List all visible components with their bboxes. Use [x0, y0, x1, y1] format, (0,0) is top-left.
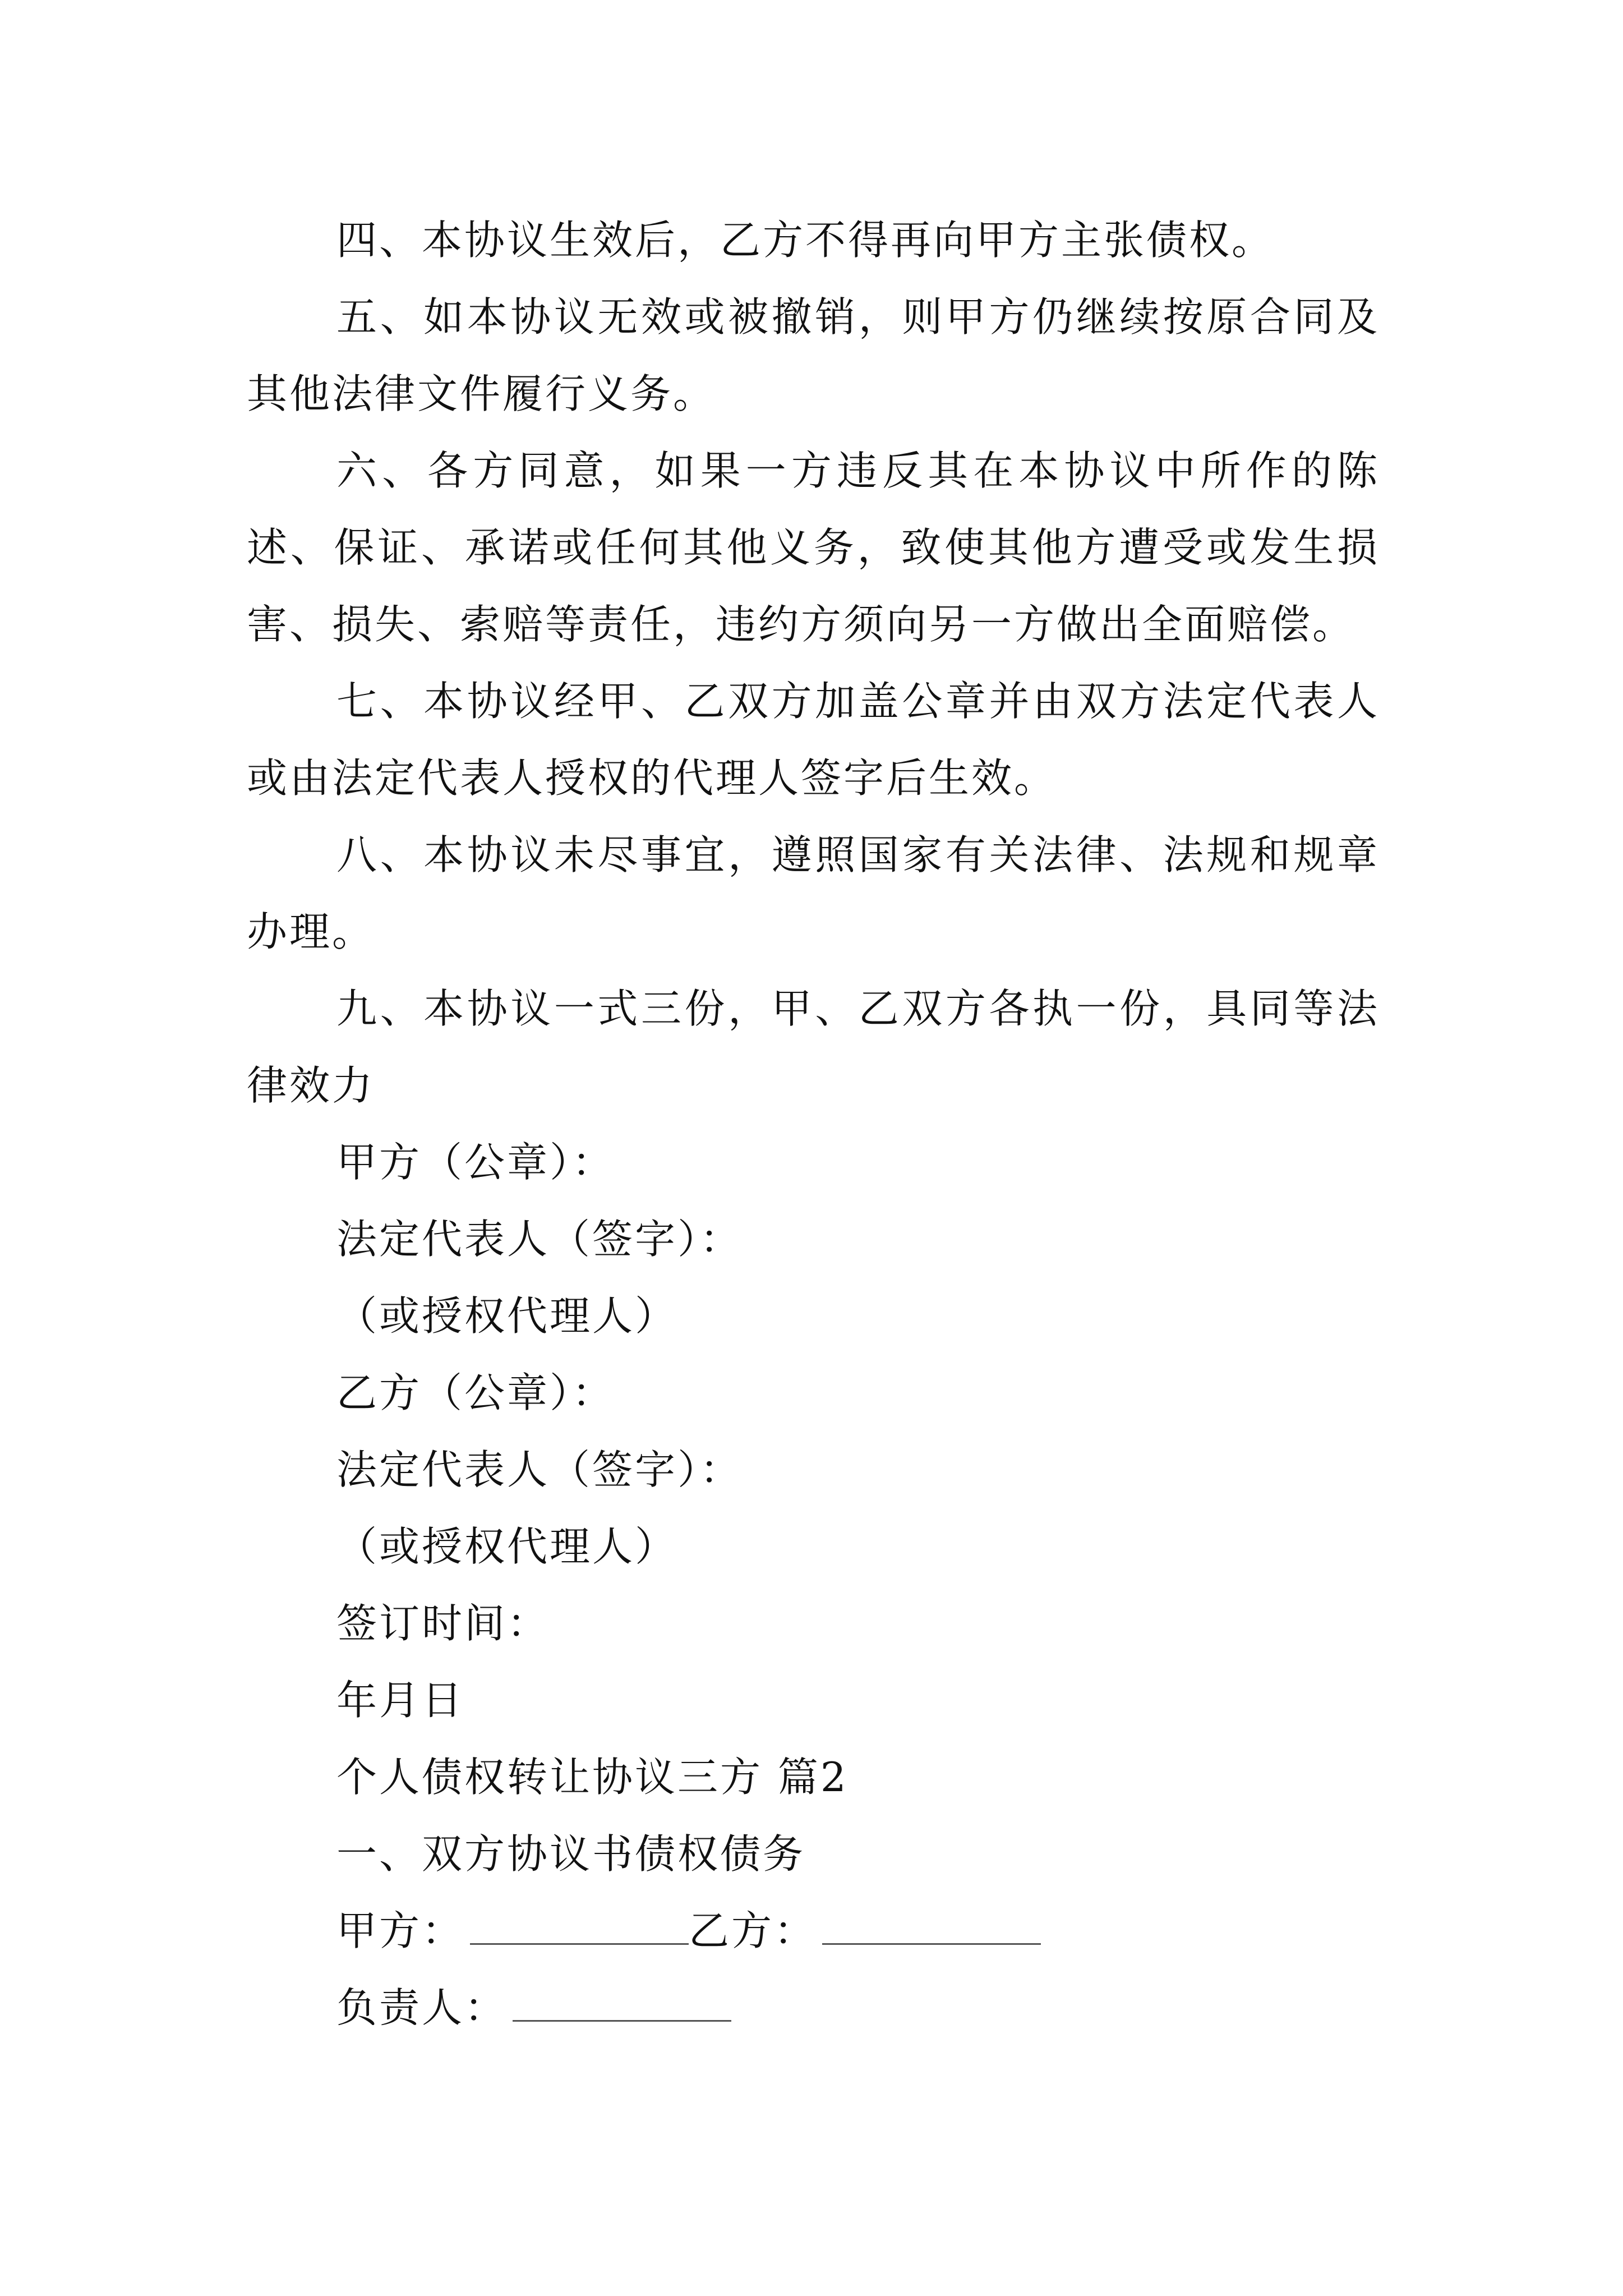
party-a-seal-line: 甲方（公章）：: [336, 1139, 615, 1186]
signing-time-line: 签订时间：: [336, 1600, 550, 1647]
clause-4: 四、本协议生效后，乙方不得再向甲方主张债权。: [336, 217, 1275, 264]
party-a-label: 甲方：: [336, 1907, 465, 1954]
responsible-label: 负责人：: [336, 1984, 508, 2031]
party-a-representative-line: 法定代表人（签字）：: [336, 1216, 743, 1263]
section-subtitle: 一、双方协议书债权债务: [336, 1830, 806, 1878]
responsible-blank[interactable]: [513, 1989, 731, 2022]
document-body: [247, 202, 1380, 2046]
section-title: 个人债权转让协议三方 篇2: [336, 1754, 849, 1801]
clause-9: 九、本协议一式三份，甲、乙双方各执一份，具同等法律效力: [247, 985, 1380, 1109]
party-b-blank[interactable]: [822, 1912, 1041, 1945]
clause-6: 六、各方同意，如果一方违反其在本协议中所作的陈述、保证、承诺或任何其他义务，致使其他方遭受或发生损害、损失、索赔等责任，违约方须向另一方做出全面赔偿。: [247, 447, 1380, 648]
party-b-seal-line: 乙方（公章）：: [336, 1369, 615, 1416]
party-b-representative-line: 法定代表人（签字）：: [336, 1446, 743, 1493]
party-a-agent-line: （或授权代理人）: [336, 1292, 678, 1340]
clause-8: 八、本协议未尽事宜，遵照国家有关法律、法规和规章办理。: [247, 831, 1380, 955]
clause-5: 五、如本协议无效或被撤销，则甲方仍继续按原合同及其他法律文件履行义务。: [247, 293, 1380, 417]
parties-fill-line: [247, 1893, 1380, 1970]
date-line: 年月日: [336, 1677, 465, 1724]
party-b-agent-line: （或授权代理人）: [336, 1523, 678, 1570]
responsible-fill-line: [247, 1970, 1380, 2046]
party-b-label: 乙方：: [689, 1907, 817, 1954]
party-a-blank[interactable]: [470, 1912, 689, 1945]
clause-7: 七、本协议经甲、乙双方加盖公章并由双方法定代表人或由法定代表人授权的代理人签字后生效。: [247, 678, 1380, 802]
